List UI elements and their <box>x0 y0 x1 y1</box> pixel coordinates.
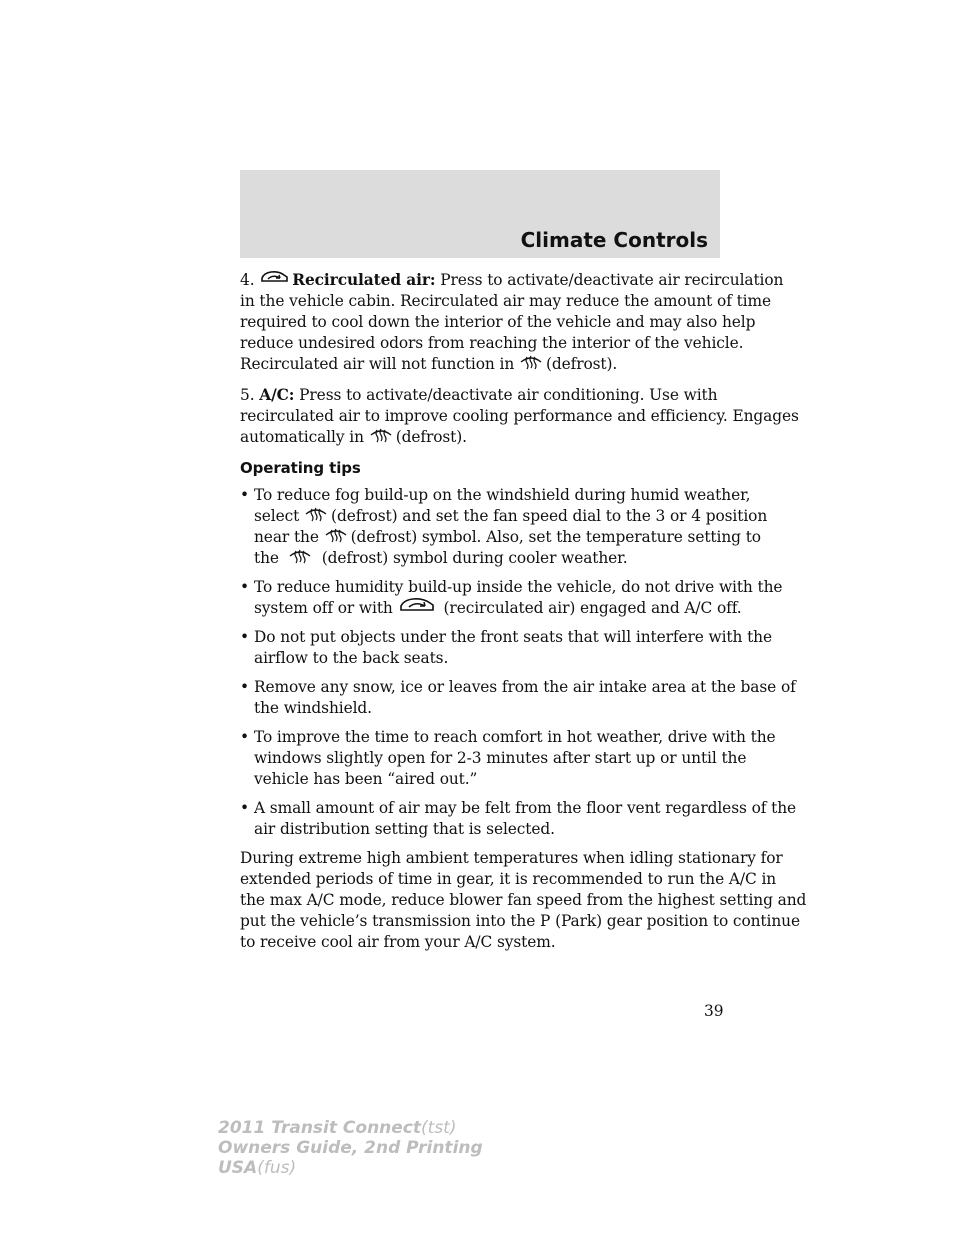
list-item: • Do not put objects under the front seats that will interfere with the airflow to the back seats. <box>240 627 724 669</box>
operating-tips-heading: Operating tips <box>240 459 361 477</box>
footer-market: USA <box>218 1158 258 1178</box>
recirculation-icon <box>398 596 436 614</box>
recirculated-air-item: 4. Recirculated air: Press to activate/deactivate air recirculation in the vehicle cabin. Recirculated air may reduce the amount of time required to cool down the interior of the vehicle and may also help reduce undesired odors from reaching the interior of the vehicle. Recirculated air will not function in (defrost). <box>240 271 784 373</box>
section-header-band <box>240 170 720 258</box>
list-item: • To reduce fog build-up on the windshield during humid weather, select (defrost) and set the fan speed dial to the 3 or 4 position near the (defrost) symbol. Also, set the temperature setting to the (defrost) symbol during cooler weather. <box>240 485 724 569</box>
defrost-icon <box>519 352 543 370</box>
footer-market-code: (fus) <box>257 1158 297 1178</box>
section-title: Climate Controls <box>520 228 708 252</box>
list-item: • Remove any snow, ice or leaves from the air intake area at the base of the windshield. <box>240 677 724 719</box>
footer-imprint <box>218 1118 483 1178</box>
defrost-icon <box>288 546 312 564</box>
footer-model: 2011 Transit Connect <box>218 1118 422 1138</box>
footer-model-code: (tst) <box>421 1118 457 1138</box>
ac-label: A/C: <box>259 386 295 404</box>
page-number: 39 <box>704 1002 724 1020</box>
defrost-icon <box>304 504 328 522</box>
page-content <box>240 270 807 963</box>
closing-paragraph: During extreme high ambient temperatures when idling stationary for extended periods of time in gear, it is recommended to run the A/C in the max A/C mode, reduce blower fan speed from the highest setting and put the vehicle’s transmission into the P (Park) gear position to continue to receive cool air from your A/C system. <box>240 849 807 951</box>
defrost-icon <box>369 425 393 443</box>
recirculated-air-label: Recirculated air: <box>292 271 436 289</box>
item-number: 4. <box>240 271 255 289</box>
footer-edition: Owners Guide, 2nd Printing <box>218 1138 483 1158</box>
operating-tips-list <box>240 485 797 840</box>
ac-item: 5. A/C: Press to activate/deactivate air conditioning. Use with recirculated air to improve cooling performance and efficiency. Engages automatically in (defrost). <box>240 386 799 446</box>
recirculation-icon <box>259 269 289 285</box>
list-item: • A small amount of air may be felt from the floor vent regardless of the air distribution setting that is selected. <box>240 798 724 840</box>
item-number: 5. <box>240 386 255 404</box>
list-item: • To improve the time to reach comfort in hot weather, drive with the windows slightly open for 2-3 minutes after start up or until the vehicle has been “aired out.” <box>240 727 724 790</box>
defrost-icon <box>324 525 348 543</box>
list-item: • To reduce humidity build-up inside the vehicle, do not drive with the system off or with (recirculated air) engaged and A/C off. <box>240 577 724 619</box>
